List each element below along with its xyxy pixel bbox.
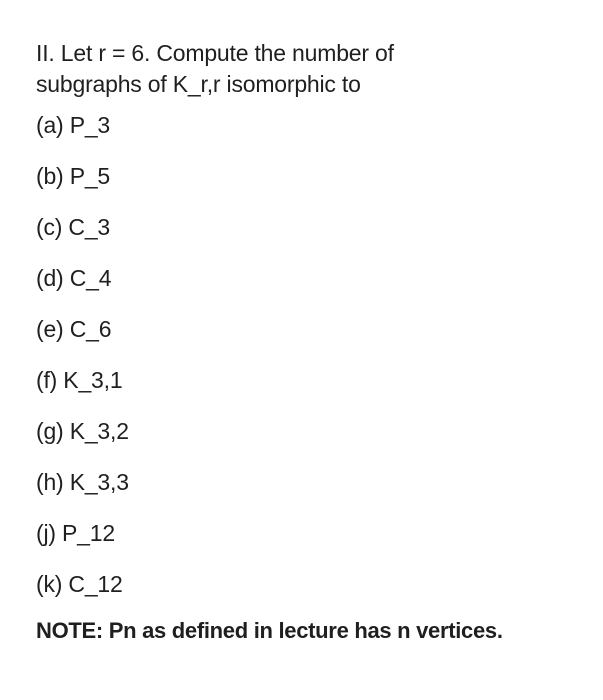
subproblem-list	[36, 110, 586, 620]
problem-document	[36, 38, 586, 646]
subproblem-h: (h) K_3,3	[36, 469, 129, 495]
subproblem-g: (g) K_3,2	[36, 418, 129, 444]
subproblem-f: (f) K_3,1	[36, 367, 123, 393]
subproblem-e: (e) C_6	[36, 316, 112, 342]
subproblem-d: (d) C_4	[36, 265, 112, 291]
prompt-line-2: subgraphs of K_r,r isomorphic to	[36, 71, 361, 97]
subproblem-c: (c) C_3	[36, 214, 111, 240]
problem-prompt	[36, 38, 586, 100]
subproblem-b: (b) P_5	[36, 163, 111, 189]
subproblem-k: (k) C_12	[36, 571, 123, 597]
subproblem-a: (a) P_3	[36, 112, 111, 138]
note-text: NOTE: Pn as defined in lecture has n vertices.	[36, 618, 503, 643]
subproblem-j: (j) P_12	[36, 520, 115, 546]
prompt-line-1: II. Let r = 6. Compute the number of	[36, 40, 394, 66]
